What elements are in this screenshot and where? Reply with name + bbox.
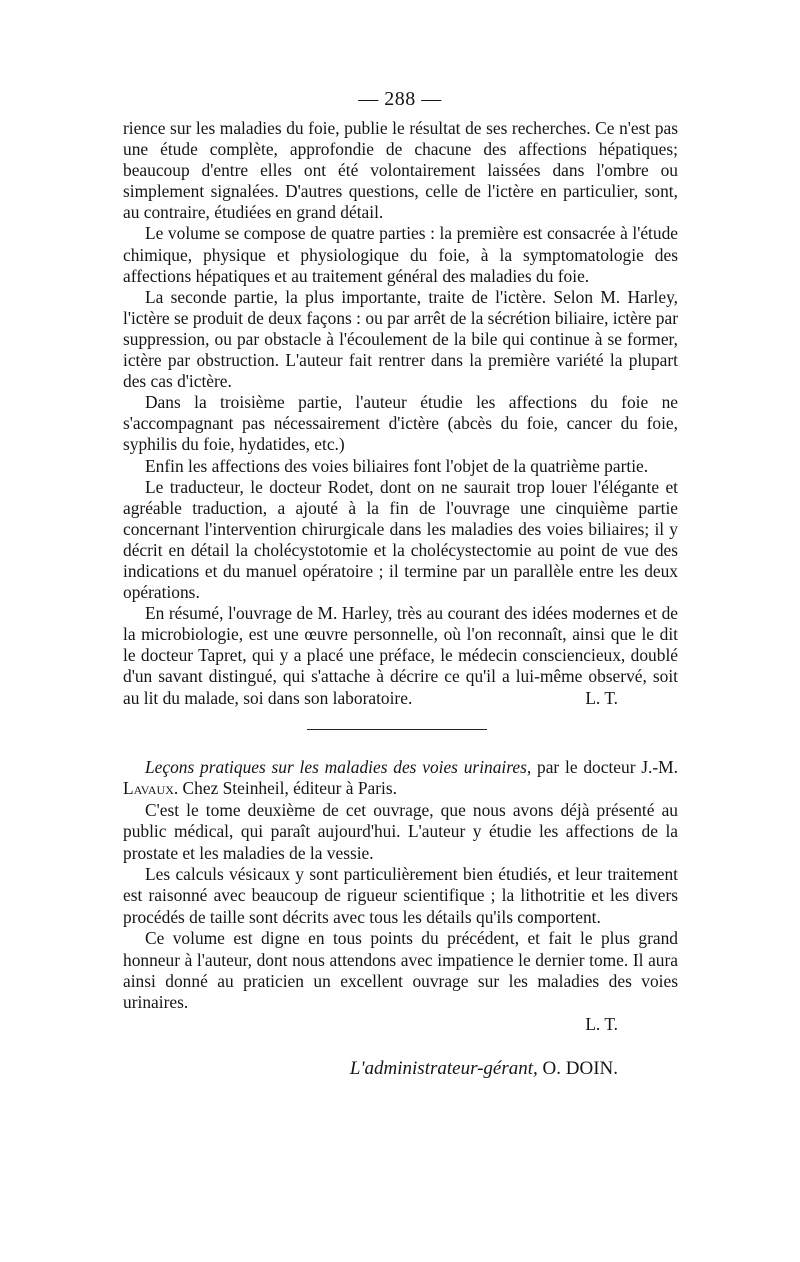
book-title: Leçons pratiques sur les maladies des voies urinaires, <box>145 757 532 777</box>
paragraph: rience sur les maladies du foie, publie le résultat de ses recherches. Ce n'est pas une étude complète, approfondie de chacune des affections hépatiques; beaucoup d'entre elles ont été volontairement laissées dans l'ombre ou simplement signalées. D'autres questions, celle de l'ictère en particulier, sont, au contraire, étudiées en grand détail. <box>123 118 678 223</box>
paragraph: C'est le tome deuxième de cet ouvrage, que nous avons déjà présenté au public médical, qui paraît aujourd'hui. L'auteur y étudie les affections de la prostate et les maladies de la vessie. <box>123 799 678 863</box>
review-signature: L. T. <box>585 1013 618 1034</box>
paragraph: Ce volume est digne en tous points du précédent, et fait le plus grand honneur à l'auteur, dont nous attendons avec impatience le dernier tome. Il aura ainsi donné au praticien un excellent ouvrage sur les maladies des voies urinaires. <box>123 928 678 1013</box>
review-lavaux <box>123 757 678 1035</box>
book-author-name: Lavaux <box>123 778 174 799</box>
admin-name: O. DOIN. <box>542 1058 618 1079</box>
paragraph: Le traducteur, le docteur Rodet, dont on ne saurait trop louer l'élégante et agréable traduction, a ajouté à la fin de l'ouvrage une cinquième partie concernant l'intervention chirurgicale dans les maladies des voies biliaires; il y décrit en détail la cholécystotomie et la cholécystectomie au point de vue des indications et du manuel opératoire ; il termine par un parallèle entre les deux opérations. <box>123 476 678 603</box>
publisher-signature <box>123 1058 678 1080</box>
admin-label: L'administrateur-gérant, <box>349 1058 538 1079</box>
paragraph: Dans la troisième partie, l'auteur étudie les affections du foie ne s'accompagnant pas nécessairement d'ictère (abcès du foie, cancer du foie, syphilis du foie, hydatides, etc.) <box>123 392 678 455</box>
paragraph: La seconde partie, la plus importante, traite de l'ictère. Selon M. Harley, l'ictère se produit de deux façons : ou par arrêt de la sécrétion biliaire, ictère par suppression, ou par obstacle à l'écoulement de la bile qui continue à se former, ictère par obstruction. L'auteur fait rentrer dans la première variété la plupart des cas d'ictère. <box>123 286 678 392</box>
book-publisher: . Chez Steinheil, éditeur à Paris. <box>173 778 397 799</box>
paragraph: Les calculs vésicaux y sont particulièrement bien étudiés, et leur traitement est raisonné avec beaucoup de rigueur scientifique ; la lithotritie et les divers procédés de taille sont décrits avec tous les détails qu'ils comportent. <box>123 864 678 927</box>
page-number: — 288 — <box>358 88 442 110</box>
book-author-prefix: par le docteur J.-M. <box>531 757 678 777</box>
section-divider <box>307 729 487 730</box>
paragraph: En résumé, l'ouvrage de M. Harley, très au courant des idées modernes et de la microbiologie, est une œuvre personnelle, où l'on reconnaît, ainsi que le dit le docteur Tapret, qui y a placé une préface, le médecin consciencieux, doublé d'un savant distingué, qui s'attache à décrire ce qu'il a lui-même observé, soit au lit du malade, soi dans son laboratoire. <box>123 603 678 708</box>
book-reference <box>123 757 678 800</box>
paragraph: Le volume se compose de quatre parties : la première est consacrée à l'étude chimique, physique et physiologique du foie, à la symptomatologie des affections hépatiques et au traitement général des maladies du foie. <box>123 223 678 286</box>
review-signature: L. T. <box>585 687 618 708</box>
paragraph: Enfin les affections des voies biliaires font l'objet de la quatrième partie. <box>145 455 649 476</box>
review-harley <box>123 118 678 709</box>
